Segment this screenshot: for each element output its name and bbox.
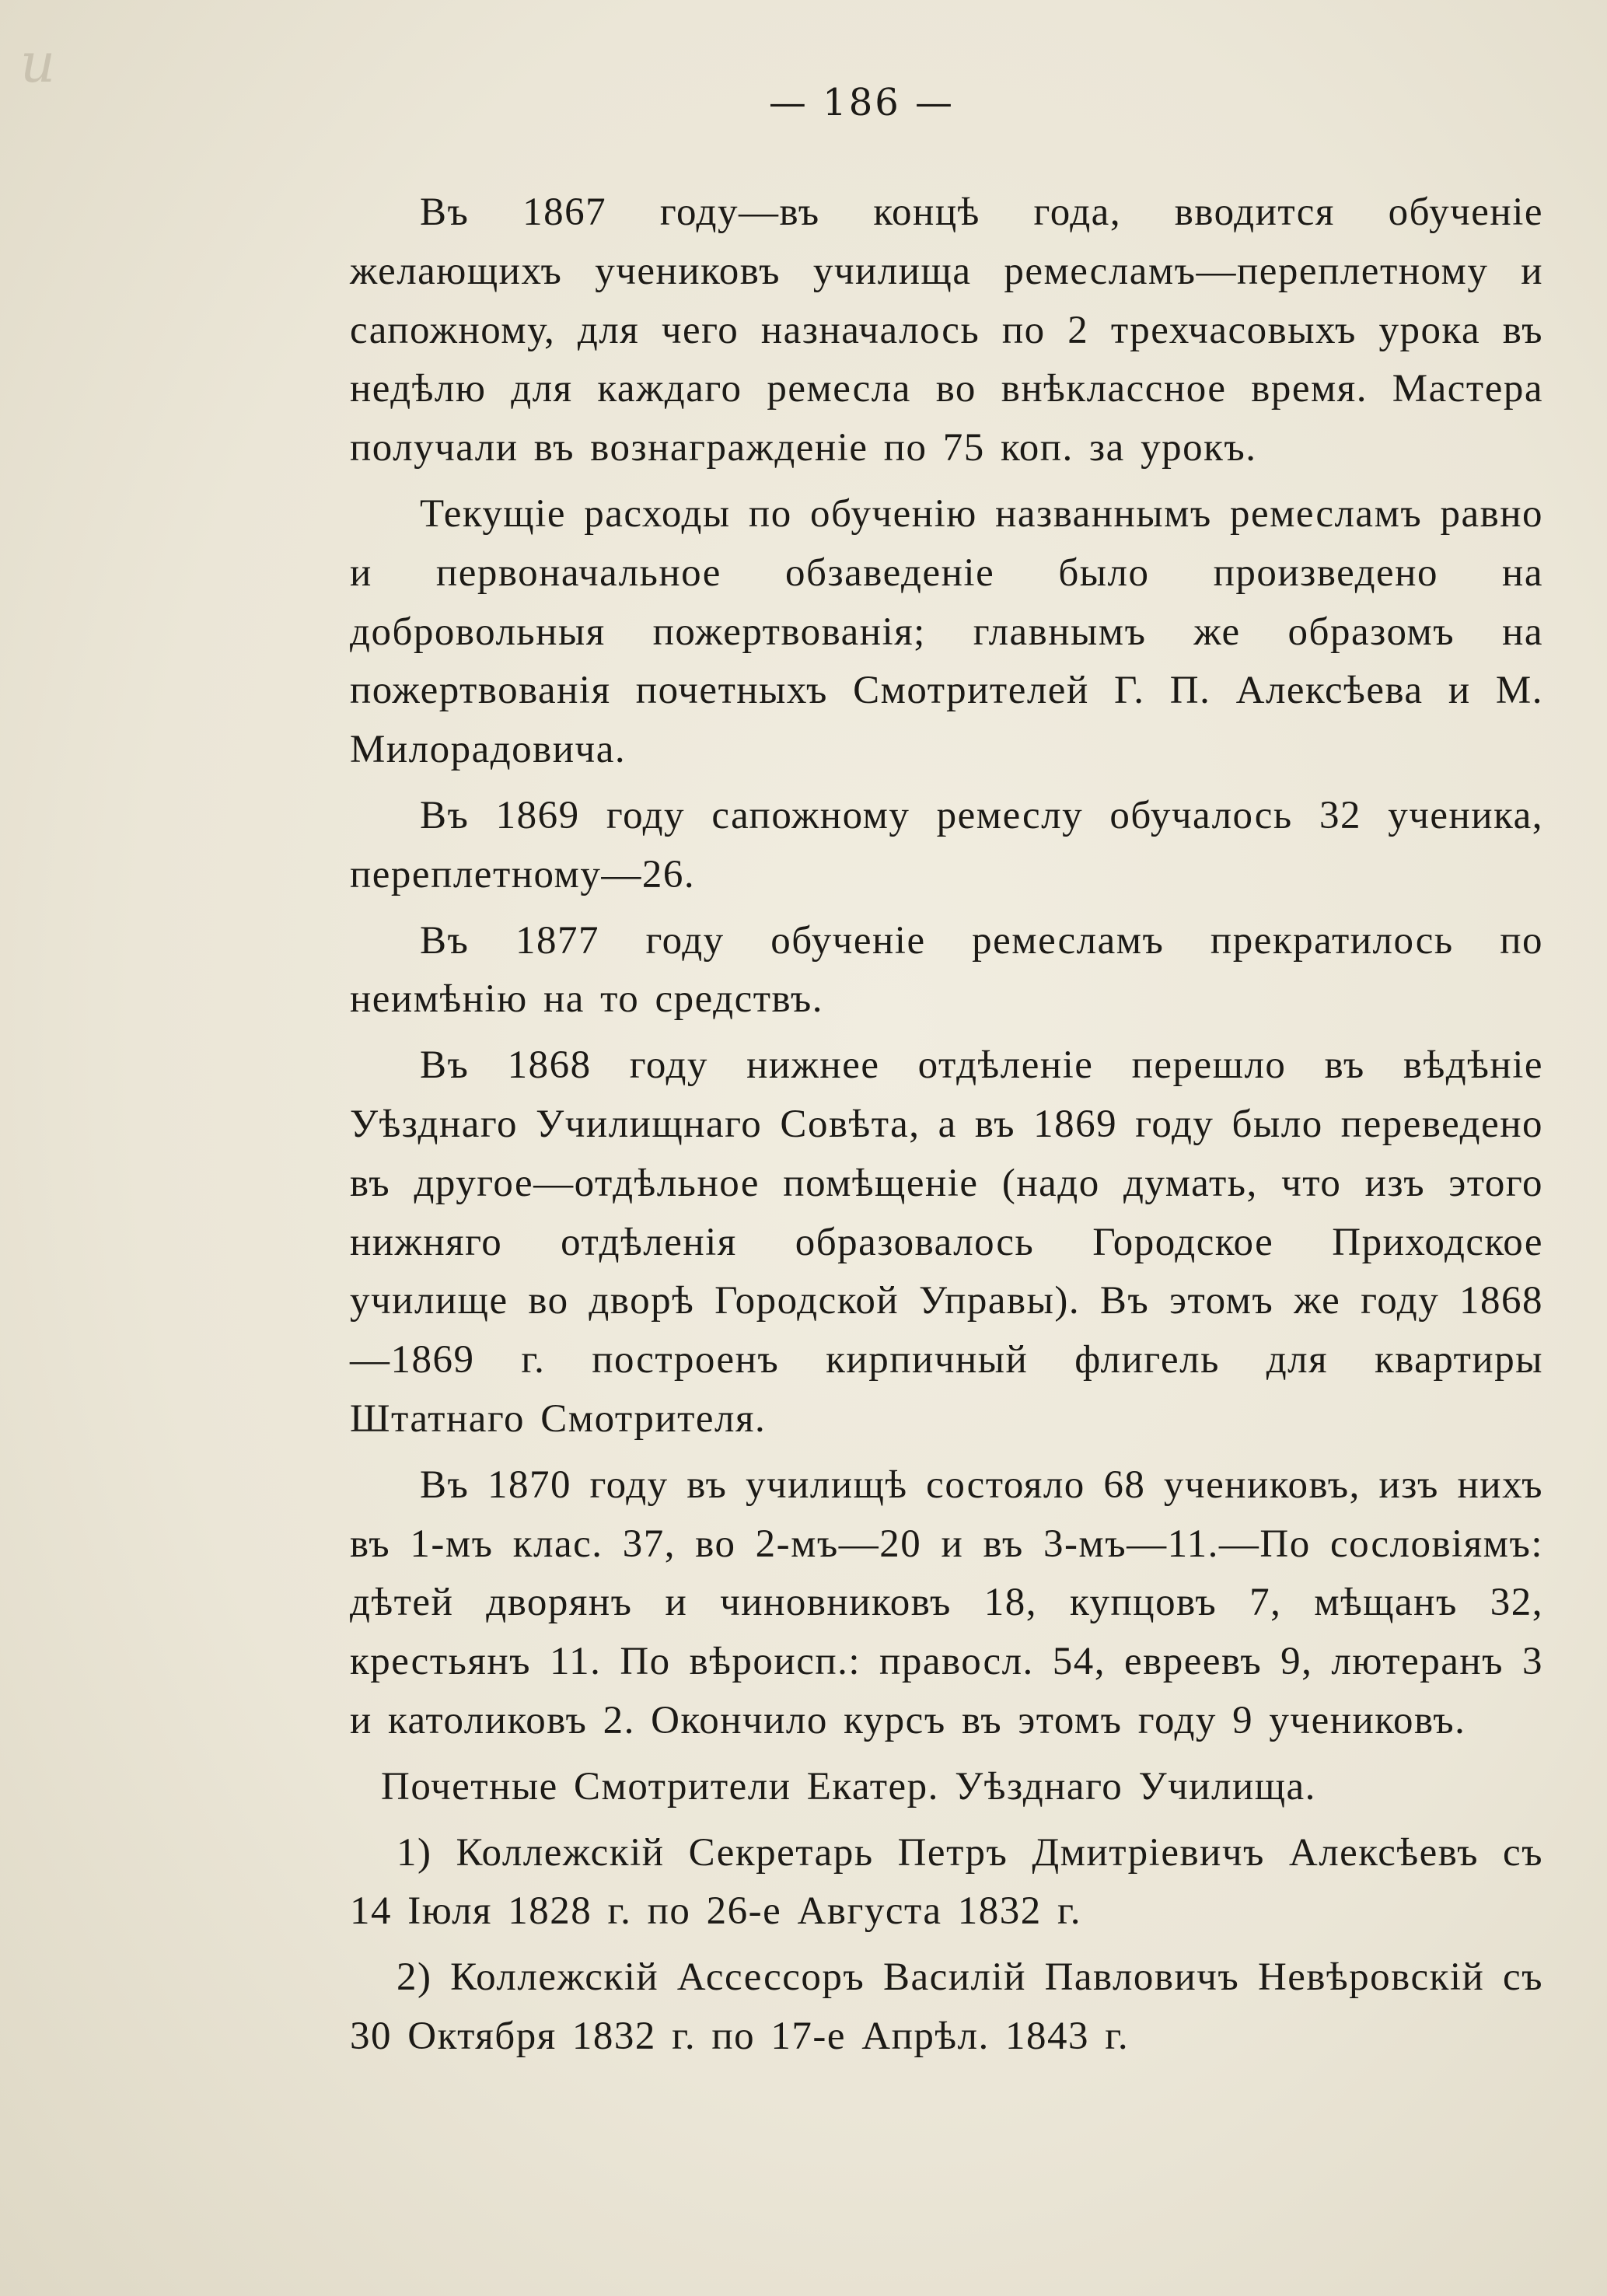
- paragraph-1869-students: Въ 1869 году сапожному ремеслу обучалось 32 ученика, переплетному—26.: [350, 793, 1543, 896]
- section-heading-honorary-supervisors: Почетные Смотрители Екатер. Уѣзднаго Училища.: [381, 1764, 1316, 1808]
- paragraph-1870-statistics: Въ 1870 году въ училищѣ состояло 68 учениковъ, изъ нихъ въ 1-мъ клас. 37, во 2-мъ—20 и въ 3-мъ—11.—По сословіямъ: дѣтей дворянъ и чиновниковъ 18, купцовъ 7, мѣщанъ 32, крестьянъ 11. По вѣроисп.: правосл. 54, евреевъ 9, лютеранъ 3 и католиковъ 2. Окончило курсъ въ этомъ году 9 учениковъ.: [350, 1463, 1543, 1742]
- paragraph-1868-division: Въ 1868 году нижнее отдѣленіе перешло въ вѣдѣніе Уѣзднаго Училищнаго Совѣта, а въ 1869 году было переведено въ другое—отдѣльное помѣщеніе (надо думать, что изъ этого нижняго отдѣленія образовалось Городское Приходское училище во дворѣ Городской Управы). Въ этомъ же году 1868—1869 г. построенъ кирпичный флигель для квартиры Штатнаго Смотрителя.: [350, 1043, 1543, 1441]
- list-item-alekseev: 1) Коллежскій Секретарь Петръ Дмитріевичъ Алексѣевъ съ 14 Іюля 1828 г. по 26-е Августа 1832 г.: [350, 1830, 1543, 1934]
- page-number: — 186 —: [768, 81, 955, 124]
- body-text: [350, 183, 1543, 2074]
- paragraph-expenses: Текущіе расходы по обученію названнымъ ремесламъ равно и первоначальное обзаведеніе было произведено на добровольныя пожертвованія; главнымъ же образомъ на пожертвованія почетныхъ Смотрителей Г. П. Алексѣева и М. Милорадовича.: [350, 491, 1543, 772]
- paragraph-1877-end: Въ 1877 году обученіе ремесламъ прекратилось по неимѣнію на то средствъ.: [350, 918, 1543, 1022]
- margin-note: u: [20, 31, 56, 95]
- paragraph-crafts-1867: Въ 1867 году—въ концѣ года, вводится обученіе желающихъ учениковъ училища ремесламъ—переплетному и сапожному, для чего назначалось по 2 трехчасовыхъ урока въ недѣлю для каждаго ремесла во внѣклассное время. Мастера получали въ вознагражденіе по 75 коп. за урокъ.: [350, 190, 1543, 470]
- list-item-neverovsky: 2) Коллежскій Ассессоръ Василій Павловичъ Невѣровскій съ 30 Октября 1832 г. по 17-е Апрѣл. 1843 г.: [350, 1955, 1543, 2058]
